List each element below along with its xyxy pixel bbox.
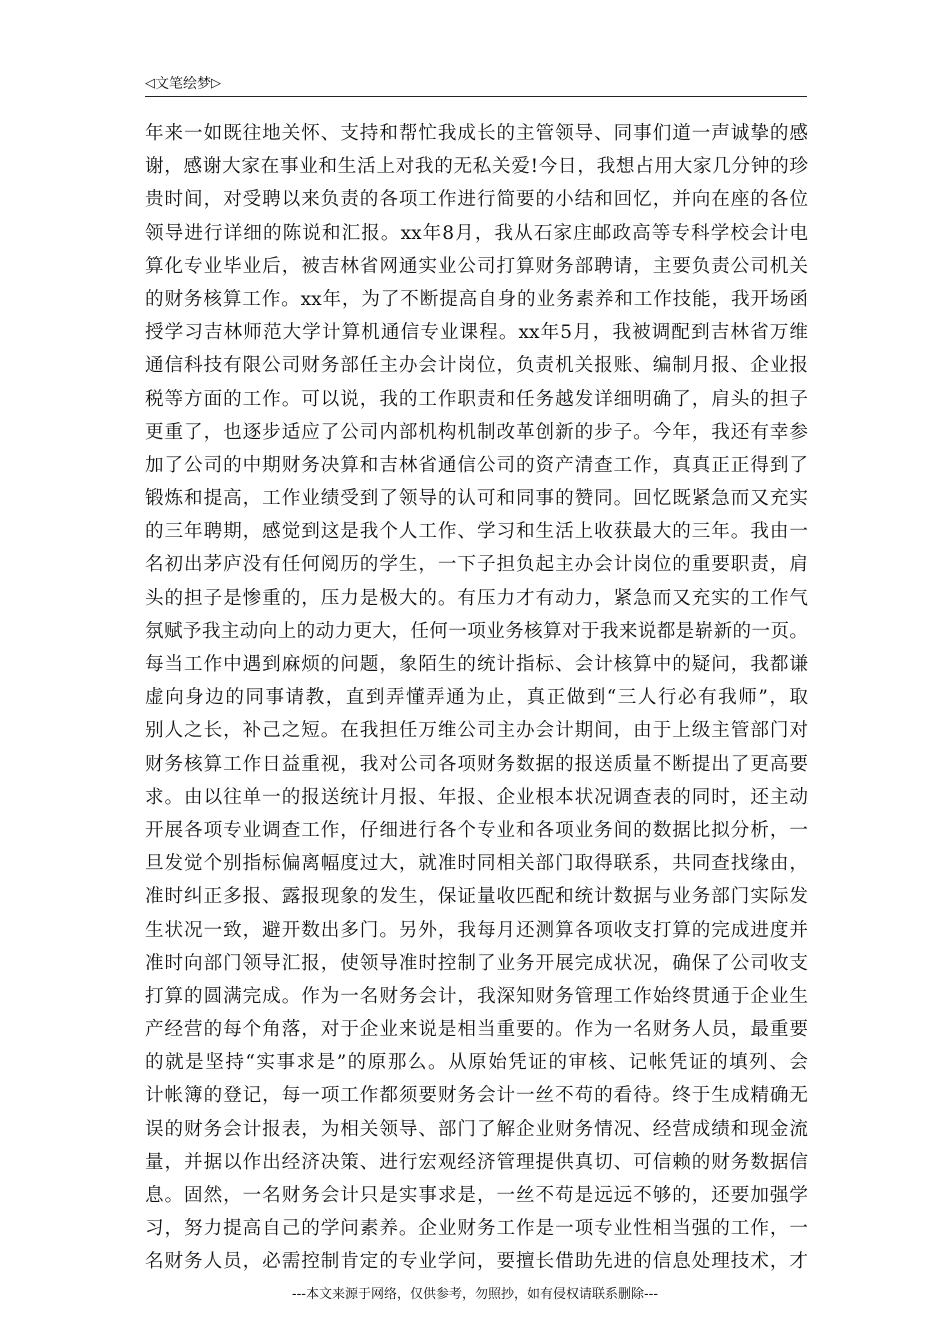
left-triangle-icon: ◁ bbox=[145, 76, 155, 91]
page-header bbox=[145, 74, 221, 94]
body-line: 名初出茅庐没有任何阅历的学生，一下子担负起主办会计岗位的重要职责，肩 bbox=[145, 554, 808, 576]
body-line: 每当工作中遇到麻烦的问题，象陌生的统计指标、会计核算中的疑问，我都谦 bbox=[145, 654, 808, 675]
body-line: 算化专业毕业后，被吉林省网通实业公司打算财务部聘请，主要负责公司机关 bbox=[145, 255, 808, 277]
body-line: 氛赋予我主动向上的动力更大，任何一项业务核算对于我来说都是崭新的一页。 bbox=[145, 620, 808, 642]
body-text bbox=[145, 117, 808, 1279]
body-line: 的财务核算工作。xx年，为了不断提高自身的业务素养和工作技能，我开场函 bbox=[145, 288, 808, 310]
body-line: 锻炼和提高，工作业绩受到了领导的认可和同事的赞同。回忆既紧急而又充实 bbox=[145, 488, 808, 510]
body-line: 准时纠正多报、露报现象的发生，保证量收匹配和统计数据与业务部门实际发 bbox=[145, 886, 808, 908]
body-line: 更重了，也逐步适应了公司内部机构机制改革创新的步子。今年，我还有幸参 bbox=[145, 421, 808, 443]
right-triangle-icon: ▷ bbox=[211, 76, 221, 91]
body-line: 名财务人员，必需控制肯定的专业学问，要擅长借助先进的信息处理技术，才 bbox=[145, 1251, 808, 1273]
header-divider bbox=[145, 96, 807, 97]
body-line: 打算的圆满完成。作为一名财务会计，我深知财务管理工作始终贯通于企业生 bbox=[145, 985, 808, 1007]
body-line: 息。固然，一名财务会计只是实事求是，一丝不苟是远远不够的，还要加强学 bbox=[145, 1185, 808, 1206]
body-line: 准时向部门领导汇报，使领导准时控制了业务开展完成状况，确保了公司收支 bbox=[145, 952, 808, 974]
body-line: 开展各项专业调查工作，仔细进行各个专业和各项业务间的数据比拟分析，一 bbox=[145, 819, 808, 841]
body-line: 求。由以往单一的报送统计月报、年报、企业根本状况调查表的同时，还主动 bbox=[145, 786, 808, 808]
body-line: 旦发觉个别指标偏离幅度过大，就准时同相关部门取得联系，共同查找缘由， bbox=[145, 853, 808, 875]
body-line: 产经营的每个角落，对于企业来说是相当重要的。作为一名财务人员，最重要 bbox=[145, 1019, 808, 1041]
body-line: 别人之长，补己之短。在我担任万维公司主办会计期间，由于上级主管部门对 bbox=[145, 720, 808, 742]
body-line: 生状况一致，避开数出多门。另外，我每月还测算各项收支打算的完成进度并 bbox=[145, 919, 808, 941]
body-line: 计帐簿的登记，每一项工作都须要财务会计一丝不苟的看待。终于生成精确无 bbox=[145, 1085, 808, 1107]
body-line: 的就是坚持“实事求是”的原那么。从原始凭证的审核、记帐凭证的填列、会 bbox=[145, 1052, 808, 1074]
body-line: 误的财务会计报表，为相关领导、部门了解企业财务情况、经营成绩和现金流 bbox=[145, 1118, 808, 1140]
body-line: 习，努力提高自己的学问素养。企业财务工作是一项专业性相当强的工作，一 bbox=[145, 1218, 808, 1240]
body-line: 年来一如既往地关怀、支持和帮忙我成长的主管领导、同事们道一声诚挚的感 bbox=[145, 123, 808, 144]
header-title: 文笔绘梦 bbox=[155, 76, 211, 92]
body-line: 通信科技有限公司财务部任主办会计岗位，负责机关报账、编制月报、企业报 bbox=[145, 355, 808, 377]
body-line: 授学习吉林师范大学计算机通信专业课程。xx年5月，我被调配到吉林省万维 bbox=[145, 322, 808, 344]
body-line: 的三年聘期，感觉到这是我个人工作、学习和生活上收获最大的三年。我由一 bbox=[145, 521, 808, 543]
body-line: 税等方面的工作。可以说，我的工作职责和任务越发详细明确了，肩头的担子 bbox=[145, 388, 808, 410]
body-line: 贵时间，对受聘以来负责的各项工作进行简要的小结和回忆，并向在座的各位 bbox=[145, 189, 808, 211]
body-line: 财务核算工作日益重视，我对公司各项财务数据的报送质量不断提出了更高要 bbox=[145, 753, 808, 775]
body-line: 头的担子是惨重的，压力是极大的。有压力才有动力，紧急而又充实的工作气 bbox=[145, 587, 808, 609]
body-line: 加了公司的中期财务决算和吉林省通信公司的资产清查工作，真真正正得到了 bbox=[145, 454, 808, 476]
body-line: 领导进行详细的陈说和汇报。xx年8月，我从石家庄邮政高等专科学校会计电 bbox=[145, 222, 808, 244]
body-line: 量，并据以作出经济决策、进行宏观经济管理提供真切、可信赖的财务数据信 bbox=[145, 1151, 808, 1173]
body-line: 谢，感谢大家在事业和生活上对我的无私关爱!今日，我想占用大家几分钟的珍 bbox=[145, 156, 808, 178]
body-line: 虚向身边的同事请教，直到弄懂弄通为止，真正做到“三人行必有我师”，取 bbox=[145, 687, 808, 709]
page-footer: ---本文来源于网络，仅供参考，勿照抄，如有侵权请联系删除--- bbox=[291, 1287, 659, 1302]
